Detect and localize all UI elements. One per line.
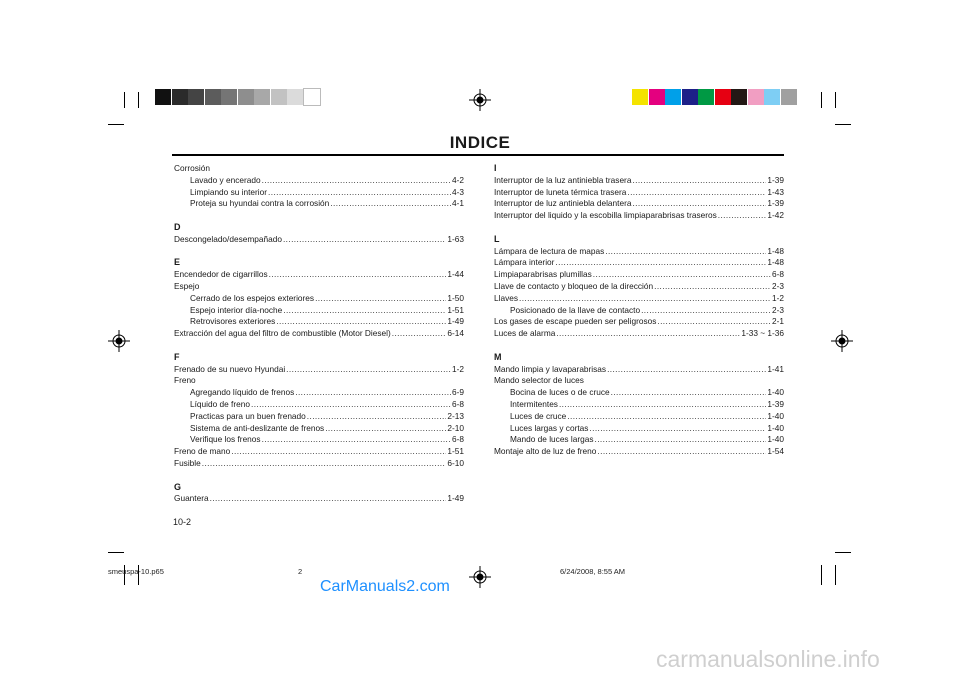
index-entry-text: Los gases de escape pueden ser peligrosos <box>494 316 657 327</box>
page-number: 10-2 <box>173 517 192 527</box>
index-entry-text: Lámpara de lectura de mapas <box>494 245 605 256</box>
index-entry <box>494 293 784 305</box>
dot-leader <box>594 434 766 446</box>
index-entry-text: Agregando líquido de frenos <box>190 387 295 398</box>
dot-leader <box>268 187 451 199</box>
spacer <box>174 246 464 258</box>
index-entry-page: 1-2 <box>772 292 784 303</box>
index-entry-text: Luces de alarma <box>494 328 556 339</box>
calibration-swatch <box>155 89 171 105</box>
dot-leader <box>231 446 446 458</box>
index-entry <box>494 423 784 435</box>
index-entry-text: Guantera <box>174 493 209 504</box>
page-title: INDICE <box>449 133 511 152</box>
dot-leader <box>315 293 446 305</box>
index-entry <box>174 387 464 399</box>
dot-leader <box>654 281 771 293</box>
index-letter-heading: L <box>494 233 500 244</box>
index-entry-page: 1-50 <box>447 292 464 303</box>
index-entry-text: Descongelado/desempañado <box>174 233 282 244</box>
dot-leader <box>283 305 446 317</box>
dot-leader <box>330 198 451 210</box>
index-entry <box>174 493 464 505</box>
index-entry-text: Cerrado de los espejos exteriores <box>190 292 315 303</box>
dot-leader <box>559 399 766 411</box>
index-entry-page: 1-48 <box>767 257 784 268</box>
footer-sheet: 2 <box>298 567 303 576</box>
index-entry-page: 2-1 <box>772 316 784 327</box>
index-entry-page: 1-40 <box>767 387 784 398</box>
index-entry <box>494 364 784 376</box>
dot-leader <box>556 328 740 340</box>
index-entry-page: 4-2 <box>452 174 464 185</box>
index-letter-heading: F <box>174 351 180 362</box>
dot-leader <box>269 269 447 281</box>
registration-target-icon <box>831 330 853 352</box>
index-entry <box>494 305 784 317</box>
index-entry-page: 1-48 <box>767 245 784 256</box>
index-entry-page: 1-51 <box>447 446 464 457</box>
dot-leader <box>283 234 446 246</box>
index-group-label: Corrosión <box>174 163 210 173</box>
index-entry <box>174 364 464 376</box>
calibration-swatch <box>287 89 303 105</box>
index-entry-text: Frenado de su nuevo Hyundai <box>174 363 286 374</box>
index-entry-page: 1-49 <box>447 493 464 504</box>
index-group-label: Mando selector de luces <box>494 375 584 386</box>
index-entry <box>174 234 464 246</box>
index-entry-text: Fusible <box>174 457 201 468</box>
index-entry-page: 1-43 <box>767 186 784 197</box>
index-entry <box>494 175 784 187</box>
index-entry-page: 1-39 <box>767 174 784 185</box>
index-entry <box>494 411 784 423</box>
spacer <box>494 340 784 352</box>
index-entry-text: Proteja su hyundai contra la corrosión <box>190 198 330 209</box>
index-entry <box>174 458 464 470</box>
index-entry-page: 1-51 <box>447 304 464 315</box>
index-entry-text: Posicionado de la llave de contacto <box>510 304 641 315</box>
registration-target-icon <box>108 330 130 352</box>
index-entry-text: Limpiando su interior <box>190 186 268 197</box>
index-entry <box>494 399 784 411</box>
index-entry <box>494 198 784 210</box>
index-entry-page: 1-39 <box>767 198 784 209</box>
index-entry-page: 2-13 <box>447 410 464 421</box>
index-entry-text: Líquido de freno <box>190 398 250 409</box>
index-entry-page: 1-33 ~ 1-36 <box>741 328 784 339</box>
index-entry-text: Espejo interior día-noche <box>190 304 283 315</box>
index-group-label: Espejo <box>174 280 200 291</box>
index-entry-page: 1-40 <box>767 410 784 421</box>
index-right-column <box>494 163 784 458</box>
index-entry-page: 2-3 <box>772 304 784 315</box>
calibration-swatch <box>632 89 648 105</box>
index-entry-text: Limpiaparabrisas plumillas <box>494 269 592 280</box>
index-entry <box>174 434 464 446</box>
index-entry-text: Luces de cruce <box>510 410 567 421</box>
index-entry-text: Freno de mano <box>174 446 231 457</box>
calibration-swatch <box>205 89 221 105</box>
calibration-swatch <box>781 89 797 105</box>
footer-date: 6/24/2008, 8:55 AM <box>560 567 626 576</box>
index-entry-page: 1-2 <box>452 363 464 374</box>
registration-target-icon <box>469 566 491 588</box>
index-entry-text: Luces largas y cortas <box>510 422 589 433</box>
calibration-swatch <box>238 89 254 105</box>
spacer <box>494 222 784 234</box>
index-entry <box>174 411 464 423</box>
index-entry <box>494 269 784 281</box>
dot-leader <box>567 411 766 423</box>
index-entry-page: 6-8 <box>452 434 464 445</box>
dot-leader <box>589 423 766 435</box>
index-entry <box>174 175 464 187</box>
index-entry-page: 1-54 <box>767 446 784 457</box>
dot-leader <box>202 458 447 470</box>
spacer <box>174 470 464 482</box>
calibration-swatch <box>649 89 665 105</box>
dot-leader <box>210 493 447 505</box>
dot-leader <box>262 434 451 446</box>
index-entry-text: Llaves <box>494 292 518 303</box>
index-entry-text: Interruptor de luz antiniebla delantera <box>494 198 632 209</box>
calibration-swatch <box>764 89 780 105</box>
index-entry <box>494 316 784 328</box>
dot-leader <box>718 210 767 222</box>
dot-leader <box>295 387 451 399</box>
index-entry <box>174 269 464 281</box>
index-entry <box>494 446 784 458</box>
dot-leader <box>307 411 447 423</box>
dot-leader <box>657 316 771 328</box>
index-entry <box>174 446 464 458</box>
index-entry-page: 1-40 <box>767 422 784 433</box>
spacer <box>174 210 464 222</box>
index-entry-page: 6-14 <box>447 328 464 339</box>
index-entry-text: Verifique los frenos <box>190 434 261 445</box>
calibration-swatch <box>665 89 681 105</box>
index-left-column <box>174 163 464 505</box>
index-entry-page: 2-3 <box>772 280 784 291</box>
index-letter-heading: D <box>174 221 181 232</box>
dot-leader <box>611 387 767 399</box>
index-letter-heading: E <box>174 257 181 268</box>
dot-leader <box>276 316 446 328</box>
dot-leader <box>641 305 771 317</box>
dot-leader <box>593 269 771 281</box>
index-entry-text: Retrovisores exteriores <box>190 316 276 327</box>
index-entry-text: Montaje alto de luz de freno <box>494 446 597 457</box>
index-entry-text: Sistema de anti-deslizante de frenos <box>190 422 325 433</box>
dot-leader <box>632 198 766 210</box>
calibration-swatch <box>221 89 237 105</box>
calibration-swatch <box>682 89 698 105</box>
footer-filename: smeuspa-10.p65 <box>108 567 164 576</box>
dot-leader <box>597 446 766 458</box>
dot-leader <box>627 187 766 199</box>
index-entry-text: Encendedor de cigarrillos <box>174 269 268 280</box>
index-entry-page: 1-41 <box>767 363 784 374</box>
carmanualsonline-watermark: carmanualsonline.info <box>656 646 880 672</box>
dot-leader <box>262 175 451 187</box>
spacer <box>174 340 464 352</box>
index-entry <box>174 328 464 340</box>
index-entry <box>174 399 464 411</box>
index-entry-page: 6-10 <box>447 457 464 468</box>
index-entry-page: 4-3 <box>452 186 464 197</box>
calibration-swatch <box>715 89 731 105</box>
index-entry-page: 1-63 <box>447 233 464 244</box>
dot-leader <box>251 399 451 411</box>
index-entry <box>174 198 464 210</box>
calibration-swatch <box>271 89 287 105</box>
registration-target-icon <box>469 89 491 111</box>
index-group-label: Freno <box>174 375 196 386</box>
index-entry-text: Mando limpia y lavaparabrisas <box>494 363 607 374</box>
calibration-swatch <box>748 89 764 105</box>
calibration-swatch <box>254 89 270 105</box>
index-letter-heading: I <box>494 163 497 173</box>
index-entry <box>494 434 784 446</box>
index-entry-text: Llave de contacto y bloqueo de la dirección <box>494 280 654 291</box>
index-entry-page: 1-42 <box>767 210 784 221</box>
dot-leader <box>392 328 447 340</box>
index-entry-page: 6-8 <box>772 269 784 280</box>
index-entry-text: Mando de luces largas <box>510 434 594 445</box>
index-entry-page: 1-44 <box>447 269 464 280</box>
index-entry-page: 2-10 <box>447 422 464 433</box>
index-entry-text: Interruptor del liquido y la escobilla limpiaparabrisas traseros <box>494 210 717 221</box>
index-entry-text: Lámpara interior <box>494 257 555 268</box>
index-entry-page: 1-39 <box>767 398 784 409</box>
calibration-swatch <box>731 89 747 105</box>
title-rule <box>172 154 784 156</box>
carmanuals-watermark: CarManuals2.com <box>320 578 450 595</box>
index-entry-page: 6-8 <box>452 398 464 409</box>
index-entry-text: Practicas para un buen frenado <box>190 410 306 421</box>
dot-leader <box>607 364 766 376</box>
index-entry-text: Interruptor de luneta térmica trasera <box>494 186 627 197</box>
index-entry <box>494 281 784 293</box>
dot-leader <box>519 293 771 305</box>
index-entry-page: 6-9 <box>452 387 464 398</box>
index-entry <box>174 293 464 305</box>
index-entry <box>494 187 784 199</box>
dot-leader <box>605 246 766 258</box>
index-entry-page: 1-49 <box>447 316 464 327</box>
index-entry <box>174 305 464 317</box>
index-entry-page: 1-40 <box>767 434 784 445</box>
index-entry <box>494 210 784 222</box>
index-entry <box>174 423 464 435</box>
index-entry-text: Extracción del agua del filtro de combustible (Motor Diesel) <box>174 328 391 339</box>
calibration-swatch <box>172 89 188 105</box>
index-letter-heading: M <box>494 351 502 362</box>
index-entry <box>174 187 464 199</box>
index-entry <box>494 387 784 399</box>
dot-leader <box>286 364 451 376</box>
index-entry <box>494 246 784 258</box>
dot-leader <box>325 423 446 435</box>
index-entry <box>494 257 784 269</box>
index-entry <box>494 328 784 340</box>
index-entry-text: Bocina de luces o de cruce <box>510 387 610 398</box>
index-entry <box>174 316 464 328</box>
index-letter-heading: G <box>174 481 182 492</box>
index-entry-text: Lavado y encerado <box>190 174 261 185</box>
calibration-swatch <box>304 89 320 105</box>
calibration-swatch <box>188 89 204 105</box>
index-entry-text: Intermitentes <box>510 398 558 409</box>
dot-leader <box>632 175 766 187</box>
index-entry-text: Interruptor de la luz antiniebla trasera <box>494 174 632 185</box>
calibration-swatch <box>698 89 714 105</box>
dot-leader <box>555 257 766 269</box>
index-entry-page: 4-1 <box>452 198 464 209</box>
